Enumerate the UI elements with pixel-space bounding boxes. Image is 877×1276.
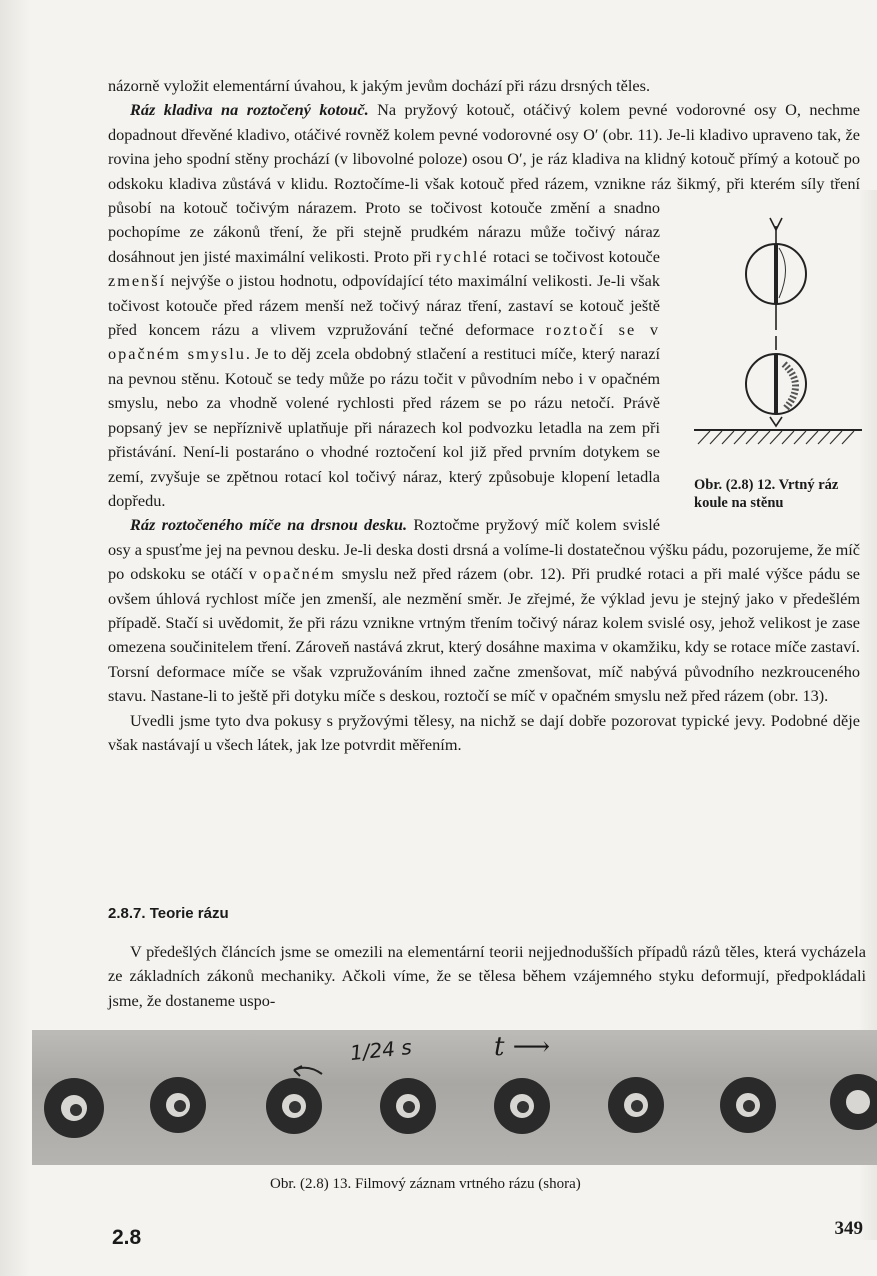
film-strip <box>32 1030 877 1165</box>
figure-12-block <box>690 212 870 512</box>
ball-desk-title: Ráz roztočeného míče na drsnou desku. <box>130 515 408 535</box>
page-gutter-shadow <box>0 0 30 1276</box>
hammer-disk-text-c: nejvýše o jistou hodnotu, odpovídající této maximální velikosti. Je-li však točivost kotouče před rázem menší než točivý náraz tření, zastaví se kotouč ještě před koncem rázu a vlivem vzpružování tečné deformace <box>108 271 660 340</box>
film-frame <box>380 1078 436 1134</box>
film-frame <box>608 1077 664 1133</box>
section-heading: 2.8.7. Teorie rázu <box>108 905 229 922</box>
figure-12-label: Obr. (2.8) 12. Vrtný ráz koule na stěnu <box>694 477 839 511</box>
film-frame <box>494 1078 550 1134</box>
film-frame <box>44 1078 104 1138</box>
paragraph-conclusion: Uvedli jsme tyto dva pokusy s pryžovými tělesy, na nichž se dají dobře pozorovat typické jevy. Podobné děje však nastávají u všech látek, jak lze potvrdit měřením. <box>108 710 860 754</box>
film-direction-label: t ⟶ <box>494 1032 550 1062</box>
hammer-disk-text-d: . Je to děj zcela obdobný stlačení a restituci míče, který narazí na pevnou stěnu. Kotouč se tedy může po rázu točit v původním nebo i v opačném smyslu, nebo za vhodně volené rychlosti před rázem se po rázu netočí. Právě popsaný jev se nepříznivě uplatňuje při nárazech kol podvozku letadla na zem při přistávání. Není-li postaráno o vhodné roztočení kol již před prvním dotykem se zemí, zvyšuje se zpětnou rotací kol točivý náraz, který způsobuje klopení letadla dopředu. <box>108 344 660 510</box>
hammer-disk-spaced-1: rychlé <box>435 246 489 266</box>
film-frame <box>830 1074 877 1130</box>
ball-desk-text-b: smyslu než před rázem (obr. 12). Při prudké rotaci a při malé výšce pádu se ovšem úhlová rychlost míče jen zmenší, ale nezmění směr. Je zřejmé, že výklad jevu je stejný jako v předešlém případě. Stačí si uvědomit, že při rázu vznikne vrtným třením točivý náraz kolem svislé osy, jehož velikost je zase omezena součinitelem tření. Zároveň nastává zkrut, který dosáhne maxima v okamžiku, kdy se rotace míče zastaví. Torsní deformace míče se však vzpružováním ihned začne zmenšovat, míč nabývá původního nezkrouceného stavu. Nastane-li to ještě při dotyku míče s deskou, roztočí se míč v opačném smyslu než před rázem (obr. 13). <box>108 564 861 706</box>
film-frames <box>32 1030 877 1165</box>
ball-desk-text-a: Roztočme pryžový míč kolem svislé osy a spusťme jej na pevnou desku. Je-li deska dosti drsná a volíme-li dostatečnou výšku pádu, pozorujeme, že míč po odskoku se otáčí v <box>108 515 860 584</box>
figure-12-drawing <box>690 212 866 457</box>
film-frame <box>720 1077 776 1133</box>
section-number: 2.8 <box>112 1226 142 1249</box>
figure-13-caption: Obr. (2.8) 13. Filmový záznam vrtného rázu (shora) <box>270 1176 581 1192</box>
section-text: V předešlých článcích jsme se omezili na elementární teorii nejjednodušších případů rázů těles, která vycházela ze základních zákonů mechaniky. Ačkoli víme, že se tělesa během vzájemného styku deformují, předpokládali jsme, že dostaneme uspo- <box>108 942 866 1010</box>
page-number: 349 <box>834 1218 863 1239</box>
film-frame <box>150 1077 206 1133</box>
film-time-label: 1/24 s <box>348 1034 413 1066</box>
hammer-disk-title: Ráz kladiva na roztočený kotouč. <box>130 100 369 120</box>
paragraph-ball-desk <box>108 513 860 708</box>
ball-desk-spaced: opačném <box>262 564 336 584</box>
hammer-disk-text-a: Na pryžový kotouč, otáčivý kolem pevné vodorovné osy O, nechme dopadnout dřevěné kladivo, otáčivé rovněž kolem pevné vodorovné osy O′ (obr. 11). Je-li kladivo upraveno tak, že rovina jeho spodní stěny prochází (v libovolné poloze) osou O′, je ráz kladiva na klidný kotouč přímý a kotouč po odskoku kladiva zůstává v klidu. Roztočíme-li však kotouč před rázem, vznikne ráz šikmý, při kterém síly tření působí na kotouč točivým nárazem. Proto se točivost kotouče změní a snadno pochopíme ze zákonů tření, že při stejně prudkém nárazu může točivý náraz dosáhnout jen jisté maximální velikosti. Proto při <box>108 100 860 266</box>
hammer-disk-spaced-3: roztočí se v opačném smyslu <box>108 320 661 364</box>
film-frame <box>266 1078 322 1134</box>
hammer-disk-text-b: rotaci se točivost kotouče <box>488 246 661 266</box>
paragraph-intro: názorně vyložit elementární úvahou, k jakým jevům dochází při rázu drsných těles. <box>108 76 651 95</box>
hammer-disk-spaced-2: zmenší <box>108 271 167 291</box>
